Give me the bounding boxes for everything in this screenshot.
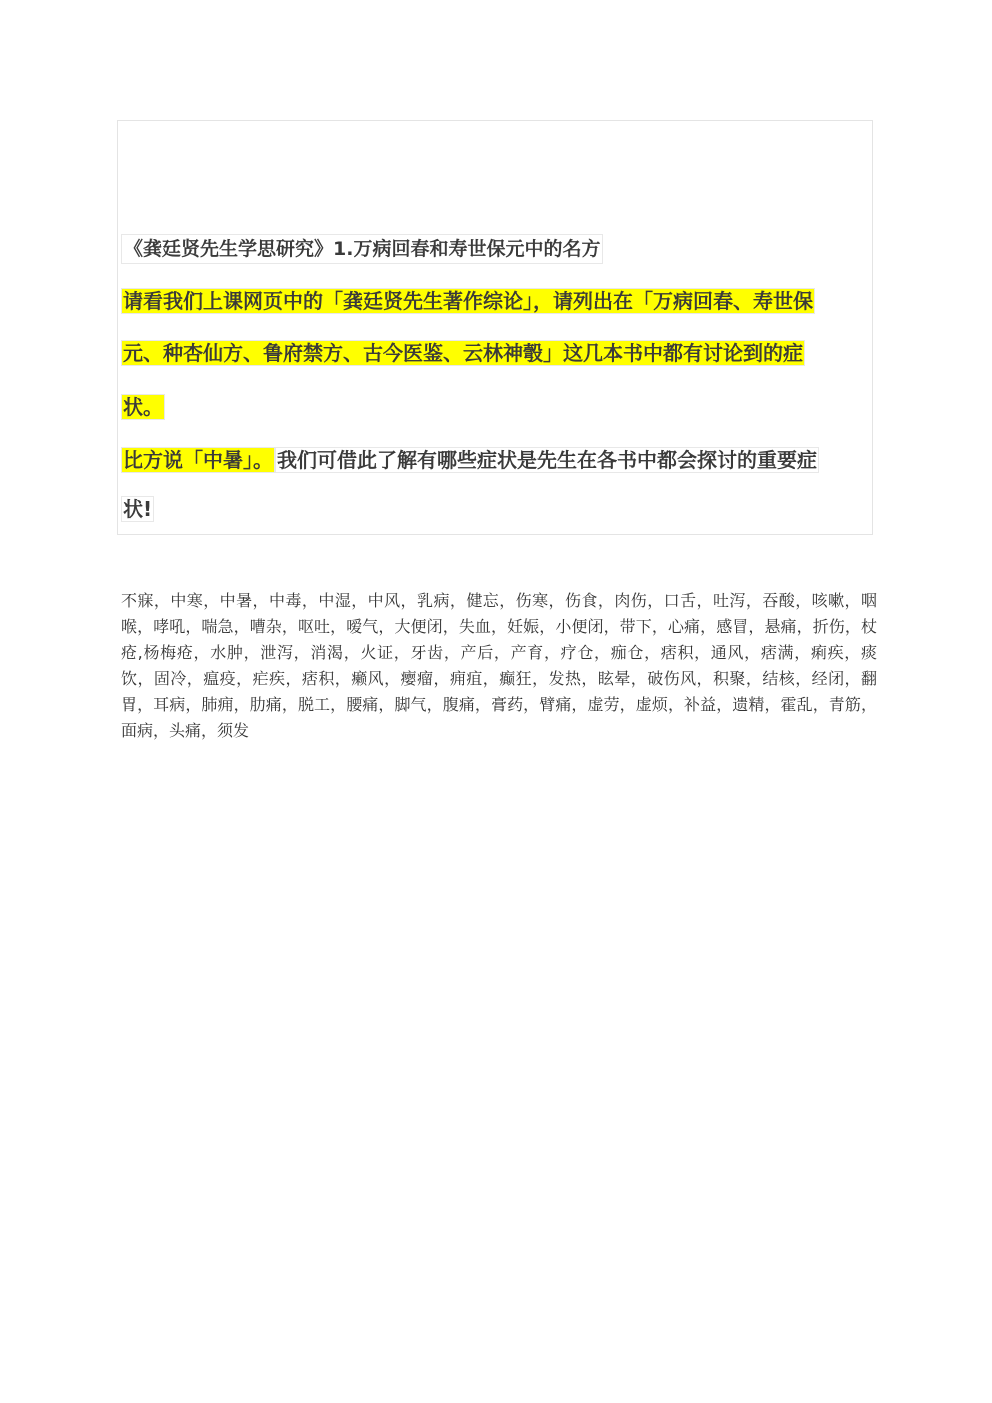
prompt-line-2 bbox=[121, 337, 805, 369]
highlighted-text: 状。 bbox=[123, 395, 163, 419]
symptom-list: 不寐，中寒，中暑，中毒，中湿，中风，乳病，健忘，伤寒，伤食，肉伤，口舌，吐泻，吞酸，咳嗽，咽喉，哮吼，喘急，嘈杂，呕吐，嗳气，大便闭，失血，妊娠，小便闭，带下，心痛，感冒，悬痛，折伤，杖疮,杨梅疮，水肿，泄泻，消渴，火证，牙齿，产后，产育，疗仓，痂仓，痞积，通风，痞满，痢疾，痰饮，固冷，瘟疫，疟疾，痞积，癞风，瘿瘤，痈疽，癫狂，发热，眩晕，破伤风，积聚，结核，经闭，翻胃，耳病，肺痈，肋痛，脱工，腰痛，脚气，腹痛，膏药，臂痛，虚劳，虚烦，补益，遗精，霍乱，青筋，面病，头痛，须发 bbox=[121, 591, 877, 740]
prompt-line-1 bbox=[121, 285, 815, 317]
prompt-line-4 bbox=[121, 444, 819, 476]
plain-text: 我们可借此了解有哪些症状是先生在各书中都会探讨的重要症 bbox=[277, 448, 817, 472]
highlighted-text: 元、种杏仙方、鲁府禁方、古今医鉴、云林神彀」这几本书中都有讨论到的症 bbox=[123, 341, 803, 365]
highlighted-text: 请看我们上课网页中的「龚廷贤先生著作综论」，请列出在「万病回春、寿世保 bbox=[123, 289, 813, 313]
plain-text: 状! bbox=[123, 497, 153, 521]
highlighted-text: 比方说「中暑」。 bbox=[123, 448, 273, 472]
prompt-line-5 bbox=[121, 493, 154, 525]
prompt-line-3 bbox=[121, 391, 165, 423]
assignment-box bbox=[117, 120, 873, 535]
assignment-title: 《龚廷贤先生学思研究》1.万病回春和寿世保元中的名方 bbox=[121, 234, 603, 264]
